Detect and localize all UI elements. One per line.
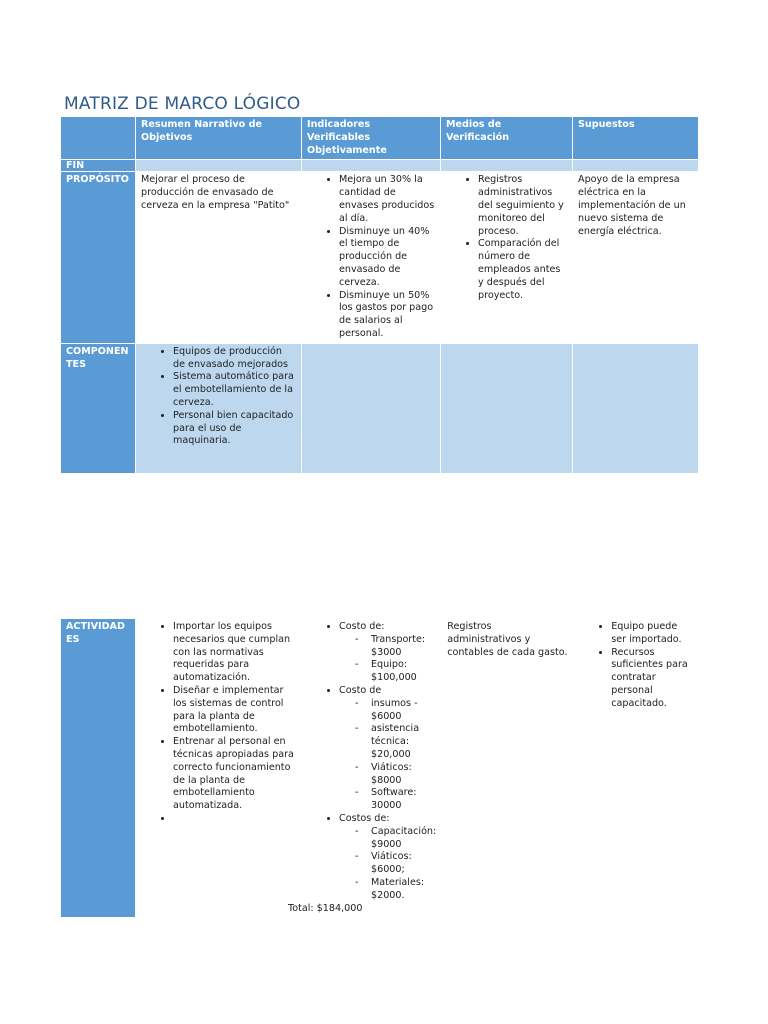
fin-resumen-cell <box>136 160 302 172</box>
list-item: • Equipo puede ser importado. <box>611 621 694 647</box>
list-item: • Importar los equipos necesarios que cumplan con las normativas requeridas para automatización. <box>173 621 296 685</box>
cost-item: - Viáticos: $8000 <box>355 762 436 788</box>
list-item: • Disminuye un 50% los gastos por pago de salarios al personal. <box>339 290 435 341</box>
fin-indicadores-cell <box>302 160 441 172</box>
actividades-resumen-cell <box>136 619 302 918</box>
row-label-proposito: PROPÓSITO <box>61 172 136 343</box>
list-item: • Comparación del número de empleados antes y después del proyecto. <box>478 238 567 302</box>
fin-supuestos-cell <box>573 160 699 172</box>
list-item: • Registros administrativos del seguimiento y monitoreo del proceso. <box>478 174 567 238</box>
actividades-medios: Registros administrativos y contables de cada gasto. <box>442 619 574 918</box>
row-label-componentes: COMPONENTES <box>61 343 136 473</box>
list-item: • Entrenar al personal en técnicas apropiadas para correcto funcionamiento de la planta de embotellamiento automatizada. <box>173 736 296 813</box>
fin-medios-cell <box>441 160 573 172</box>
proposito-supuestos: Apoyo de la empresa eléctrica en la implementación de un nuevo sistema de energía eléctrica. <box>573 172 699 343</box>
list-item: • Disminuye un 40% el tiempo de producción de envasado de cerveza. <box>339 226 435 290</box>
list-item: • Personal bien capacitado para el uso de maquinaria. <box>173 410 296 448</box>
componentes-resumen-cell <box>136 343 302 473</box>
row-componentes <box>61 343 699 473</box>
proposito-medios-cell <box>441 172 573 343</box>
actividades-supuestos-cell <box>574 619 700 918</box>
list-item: • Sistema automático para el embotellamiento de la cerveza. <box>173 371 296 409</box>
cost-item: - Transporte: $3000 <box>355 634 436 660</box>
header-indicadores: Indicadores Verificables Objetivamente <box>302 117 441 160</box>
cost-items-list <box>339 698 436 813</box>
proposito-indicadores-list <box>307 174 435 340</box>
componentes-indicadores-cell <box>302 343 441 473</box>
cost-items-list <box>339 634 436 685</box>
actividades-costos-list <box>307 621 436 903</box>
list-item: • Recursos suficientes para contratar personal capacitado. <box>611 647 694 711</box>
header-empty-cell <box>61 117 136 160</box>
proposito-indicadores-cell <box>302 172 441 343</box>
list-item <box>173 813 296 826</box>
header-resumen: Resumen Narrativo de Objetivos <box>136 117 302 160</box>
row-label-actividades: ACTIVIDADES <box>61 619 136 918</box>
cost-item: - Equipo: $100,000 <box>355 659 436 685</box>
list-item <box>339 813 436 903</box>
cost-group-label: Costos de: <box>339 812 390 824</box>
list-item: • Equipos de producción de envasado mejorados <box>173 346 296 372</box>
list-item: • Mejora un 30% la cantidad de envases producidos al día. <box>339 174 435 225</box>
cost-item: - Viáticos: $6000; <box>355 851 436 877</box>
componentes-supuestos-cell <box>573 343 699 473</box>
cost-item: - Software: 30000 <box>355 787 436 813</box>
row-fin <box>61 160 699 172</box>
cost-group-label: Costo de: <box>339 621 385 632</box>
actividades-resumen-list <box>141 621 296 826</box>
cost-item: - Capacitación: $9000 <box>355 826 436 852</box>
list-item <box>339 621 436 685</box>
logframe-matrix-top <box>60 116 699 474</box>
list-item <box>339 685 436 813</box>
header-row <box>61 117 699 160</box>
list-item: • Diseñar e implementar los sistemas de control para la planta de embotellamiento. <box>173 685 296 736</box>
componentes-resumen-list <box>141 346 296 448</box>
proposito-resumen: Mejorar el proceso de producción de envasado de cerveza en la empresa "Patito" <box>136 172 302 343</box>
cost-items-list <box>339 826 436 903</box>
total-cost: Total: $184,000 <box>288 902 363 914</box>
proposito-medios-list <box>446 174 567 302</box>
row-label-fin: FIN <box>61 160 136 172</box>
cost-item: - insumos - $6000 <box>355 698 436 724</box>
page-title: MATRIZ DE MARCO LÓGICO <box>64 94 301 114</box>
logframe-matrix-bottom <box>60 618 700 918</box>
row-proposito <box>61 172 699 343</box>
cost-item: - asistencia técnica: $20,000 <box>355 723 436 761</box>
row-actividades <box>61 619 700 918</box>
componentes-medios-cell <box>441 343 573 473</box>
header-supuestos: Supuestos <box>573 117 699 160</box>
cost-group-label: Costo de <box>339 684 382 696</box>
actividades-supuestos-list <box>579 621 694 711</box>
actividades-costos-cell <box>288 619 442 918</box>
header-medios: Medios de Verificación <box>441 117 573 160</box>
cost-item: - Materiales: $2000. <box>355 877 436 903</box>
